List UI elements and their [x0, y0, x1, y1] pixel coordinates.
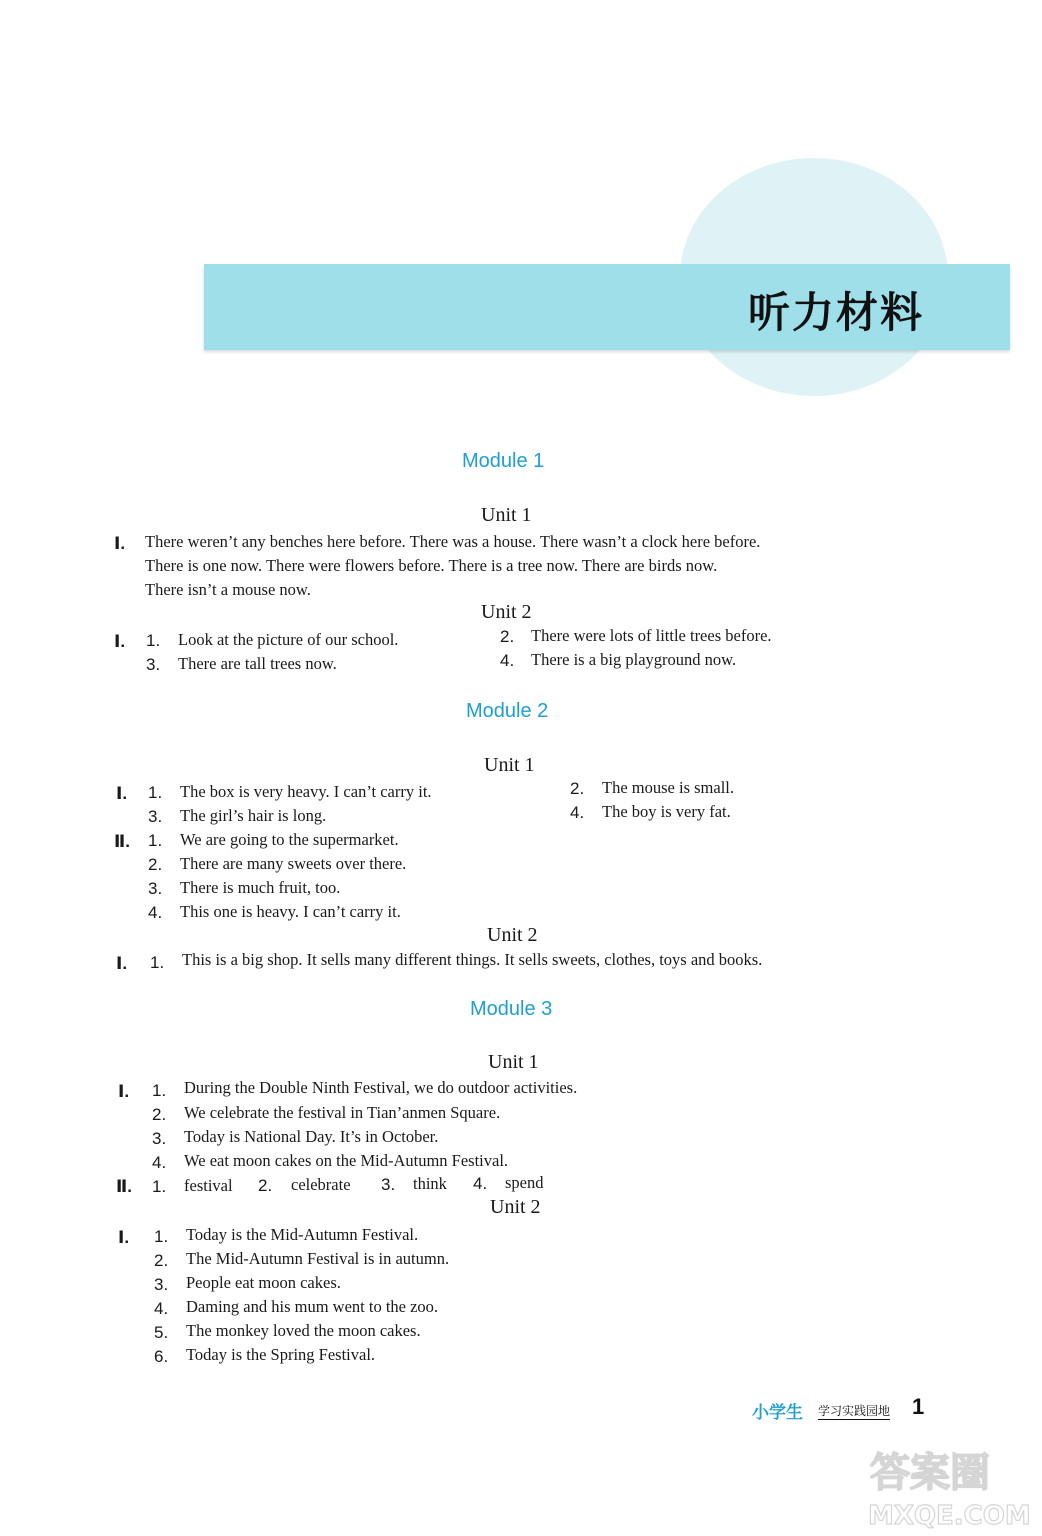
m3-unit1-heading: Unit 1	[488, 1051, 539, 1073]
title-banner	[204, 264, 1010, 350]
m3-u1-s2-item-4-num: 4.	[473, 1174, 488, 1193]
module-1-heading: Module 1	[462, 450, 545, 472]
m1-u2-item-2: There were lots of little trees before.	[531, 626, 772, 645]
m3-u2-item-6: Today is the Spring Festival.	[186, 1345, 376, 1364]
page-title: 听力材料	[747, 288, 924, 337]
m1-u2-item-4-num: 4.	[500, 651, 515, 670]
m3-u1-s1-item-1: During the Double Ninth Festival, we do outdoor activities.	[184, 1078, 578, 1097]
footer-subtitle: 学习实践园地	[818, 1404, 891, 1418]
m3-u2-item-5: The monkey loved the moon cakes.	[186, 1321, 421, 1340]
m2-u2-item-1: This is a big shop. It sells many different things. It sells sweets, clothes, toys and books.	[182, 950, 763, 969]
page-number: 1	[912, 1394, 925, 1419]
m2-unit2-heading: Unit 2	[487, 924, 538, 946]
m2-u1-s2-item-1: We are going to the supermarket.	[180, 830, 399, 849]
m3-u1-s1-item-3-num: 3.	[152, 1129, 167, 1148]
m1-u2-item-3: There are tall trees now.	[178, 654, 337, 673]
m3-u1-section-2-label: Ⅱ.	[116, 1177, 132, 1196]
m1-unit2-heading: Unit 2	[481, 601, 532, 623]
m3-u1-s2-item-3-num: 3.	[381, 1175, 396, 1194]
m2-u1-s1-item-1-num: 1.	[148, 783, 163, 802]
m1-u1-line-2: There is one now. There were flowers before. There is a tree now. There are birds now.	[145, 556, 718, 575]
m3-u2-item-2-num: 2.	[154, 1251, 169, 1270]
m3-unit2-heading: Unit 2	[490, 1196, 541, 1218]
m2-u1-section-1-label: Ⅰ.	[116, 784, 128, 803]
m2-u1-s1-item-3-num: 3.	[148, 807, 163, 826]
m2-u2-section-1-label: Ⅰ.	[116, 954, 128, 973]
m2-u1-s1-item-1: The box is very heavy. I can’t carry it.	[180, 782, 432, 801]
module-3-heading: Module 3	[470, 998, 553, 1020]
footer-brand: 小学生	[752, 1403, 803, 1423]
m2-u1-s1-item-3: The girl’s hair is long.	[180, 806, 327, 825]
m2-u1-section-2-label: Ⅱ.	[114, 832, 130, 851]
m3-u2-item-1: Today is the Mid-Autumn Festival.	[186, 1225, 419, 1244]
m1-u1-line-1: There weren’t any benches here before. There was a house. There wasn’t a clock here before.	[145, 532, 761, 551]
m2-u1-s1-item-2: The mouse is small.	[602, 778, 734, 797]
m2-u1-s2-item-4: This one is heavy. I can’t carry it.	[180, 902, 401, 921]
watermark-logo	[862, 1440, 1032, 1532]
m2-u1-s1-item-2-num: 2.	[570, 779, 585, 798]
m2-u1-s2-item-4-num: 4.	[148, 903, 163, 922]
svg-text:答案圈: 答案圈	[870, 1450, 990, 1496]
m3-u1-s2-item-2-num: 2.	[258, 1176, 273, 1195]
m3-u2-item-6-num: 6.	[154, 1347, 169, 1366]
m3-u1-s1-item-3: Today is National Day. It’s in October.	[184, 1127, 439, 1146]
m2-u2-item-1-num: 1.	[150, 953, 165, 972]
m2-u1-s2-item-3: There is much fruit, too.	[180, 878, 341, 897]
m1-u2-item-1: Look at the picture of our school.	[178, 630, 399, 649]
m3-u1-s1-item-4-num: 4.	[152, 1153, 167, 1172]
m3-u1-s1-item-4: We eat moon cakes on the Mid-Autumn Festival.	[184, 1151, 509, 1170]
m3-u1-s2-item-4: spend	[505, 1173, 544, 1192]
m3-u2-item-4: Daming and his mum went to the zoo.	[186, 1297, 439, 1316]
m1-u2-item-1-num: 1.	[146, 631, 161, 650]
m3-u1-s2-item-3: think	[413, 1174, 447, 1193]
m3-u2-item-4-num: 4.	[154, 1299, 169, 1318]
m3-u1-s2-item-1: festival	[184, 1176, 233, 1195]
m1-u1-section-1-label: Ⅰ.	[114, 534, 126, 553]
m2-u1-s2-item-2: There are many sweets over there.	[180, 854, 407, 873]
m2-u1-s1-item-4-num: 4.	[570, 803, 585, 822]
m2-u1-s2-item-1-num: 1.	[148, 831, 163, 850]
m1-u2-section-1-label: Ⅰ.	[114, 632, 126, 651]
m3-u1-section-1-label: Ⅰ.	[118, 1082, 130, 1101]
svg-text:MXQE.COM: MXQE.COM	[868, 1501, 1031, 1531]
m2-u1-s2-item-2-num: 2.	[148, 855, 163, 874]
m3-u2-item-1-num: 1.	[154, 1227, 169, 1246]
m2-u1-s1-item-4: The boy is very fat.	[602, 802, 731, 821]
m2-unit1-heading: Unit 1	[484, 754, 535, 776]
m3-u1-s2-item-2: celebrate	[291, 1175, 351, 1194]
m3-u1-s1-item-2: We celebrate the festival in Tian’anmen Square.	[184, 1103, 501, 1122]
m3-u1-s1-item-1-num: 1.	[152, 1081, 167, 1100]
m3-u1-s1-item-2-num: 2.	[152, 1105, 167, 1124]
m3-u2-section-1-label: Ⅰ.	[118, 1228, 130, 1247]
m1-u1-line-3: There isn’t a mouse now.	[145, 580, 311, 599]
m3-u1-s2-item-1-num: 1.	[152, 1177, 167, 1196]
m1-u2-item-4: There is a big playground now.	[531, 650, 737, 669]
m2-u1-s2-item-3-num: 3.	[148, 879, 163, 898]
m3-u2-item-3: People eat moon cakes.	[186, 1273, 341, 1292]
m1-u2-item-3-num: 3.	[146, 655, 161, 674]
m1-unit1-heading: Unit 1	[481, 504, 532, 526]
module-2-heading: Module 2	[466, 700, 549, 722]
m1-u2-item-2-num: 2.	[500, 627, 515, 646]
m3-u2-item-3-num: 3.	[154, 1275, 169, 1294]
m3-u2-item-5-num: 5.	[154, 1323, 169, 1342]
m3-u2-item-2: The Mid-Autumn Festival is in autumn.	[186, 1249, 450, 1268]
